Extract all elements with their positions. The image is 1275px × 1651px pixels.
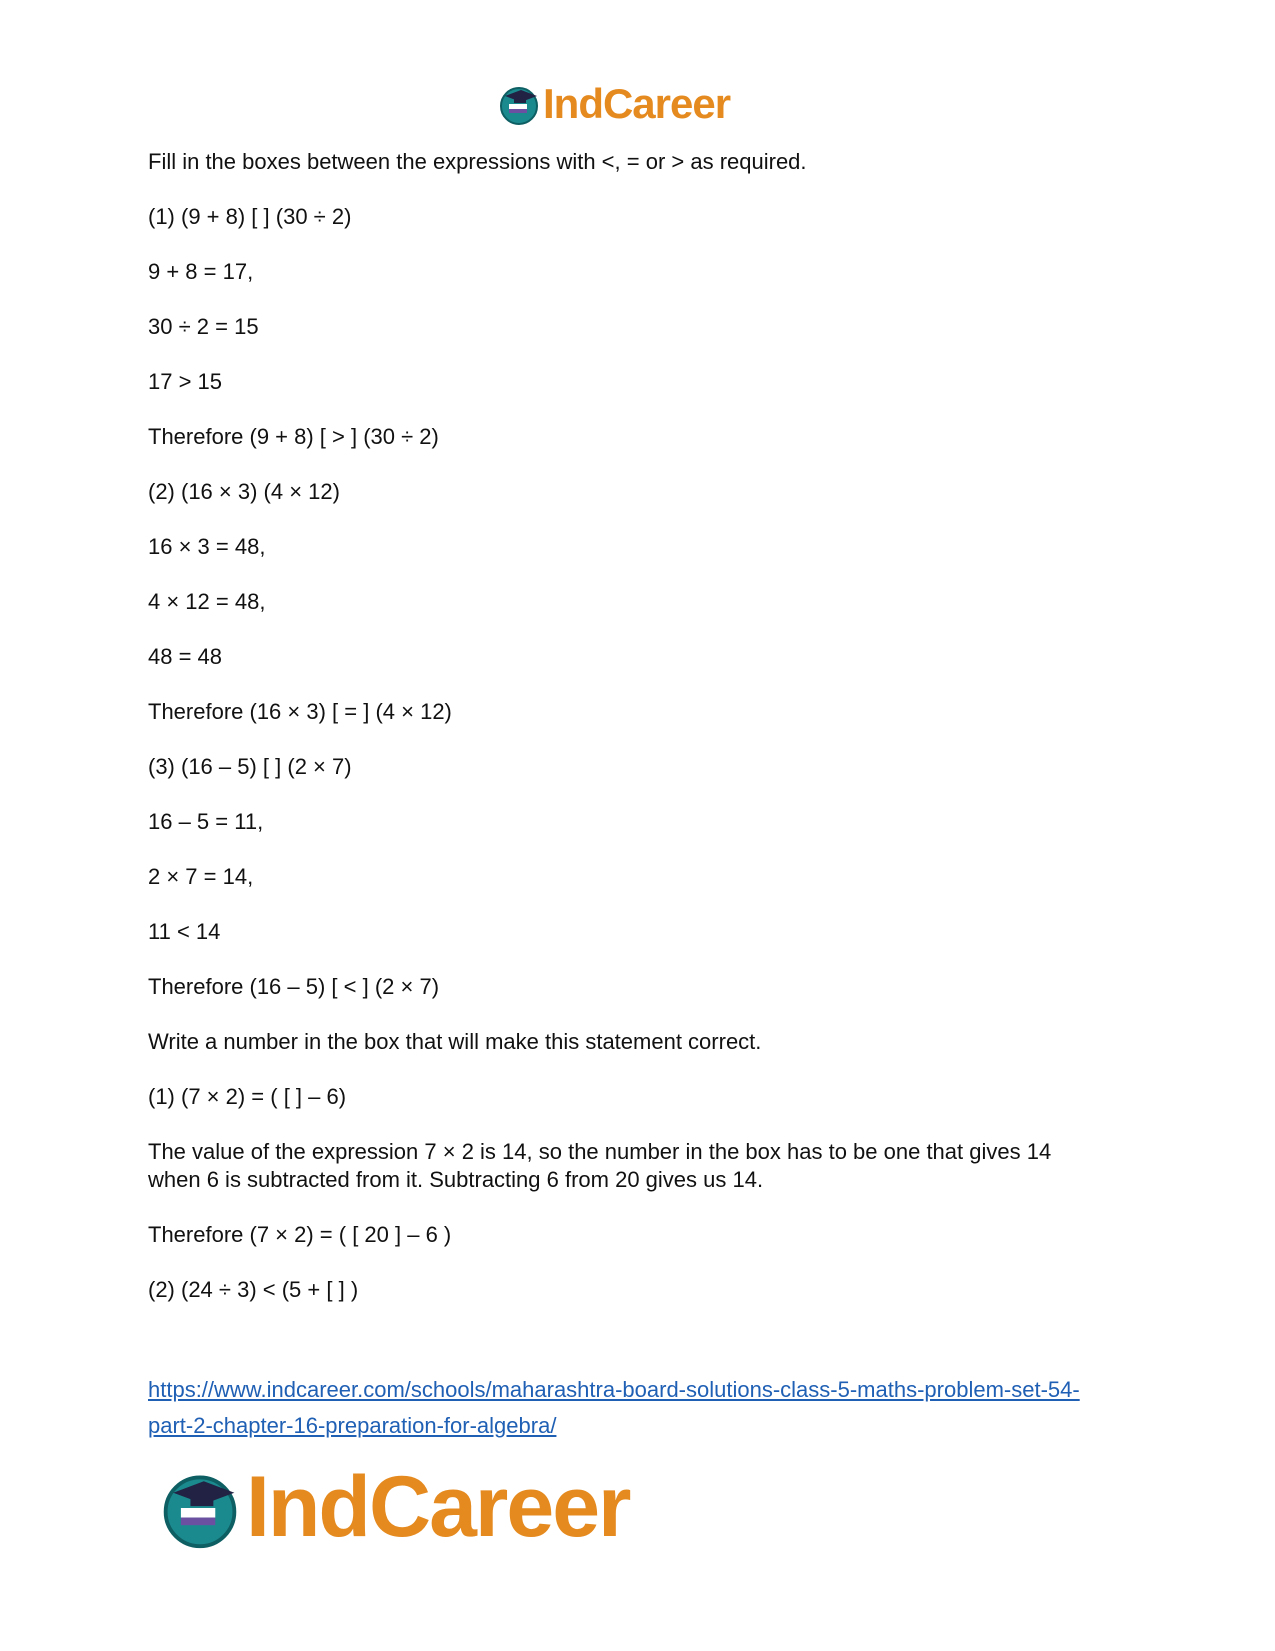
step-line: 30 ÷ 2 = 15 (148, 314, 259, 339)
source-link-line-1[interactable]: https://www.indcareer.com/schools/maharashtra-board-solutions-class-5-maths-problem-set-54- (148, 1377, 1080, 1402)
question-2-1: (1) (7 × 2) = ( [ ] – 6) (148, 1084, 347, 1109)
footer-logo (158, 1458, 630, 1557)
document-body (148, 148, 1108, 1331)
answer-line: Therefore (9 + 8) [ > ] (30 ÷ 2) (148, 424, 439, 449)
step-line: 16 × 3 = 48, (148, 534, 266, 559)
source-link[interactable] (148, 1377, 1080, 1438)
step-line: 17 > 15 (148, 369, 223, 394)
step-line: 4 × 12 = 48, (148, 589, 266, 614)
step-line: 11 < 14 (148, 919, 221, 944)
explanation-paragraph: The value of the expression 7 × 2 is 14, so the number in the box has to be one that gives 14 when 6 is subtracted from it. Subtracting 6 from 20 gives us 14. (148, 1139, 1058, 1192)
question-2-2: (2) (24 ÷ 3) < (5 + [ ] ) (148, 1277, 359, 1302)
step-line: 16 – 5 = 11, (148, 809, 264, 834)
answer-line: Therefore (16 × 3) [ = ] (4 × 12) (148, 699, 452, 724)
header-logo (497, 80, 730, 128)
step-line: 9 + 8 = 17, (148, 259, 254, 284)
instruction-heading: Fill in the boxes between the expressions with <, = or > as required. (148, 149, 807, 174)
step-line: 2 × 7 = 14, (148, 864, 254, 889)
question-1-2: (2) (16 × 3) (4 × 12) (148, 479, 340, 504)
source-link-block (148, 1372, 1148, 1444)
question-1-3: (3) (16 – 5) [ ] (2 × 7) (148, 754, 352, 779)
instruction-heading: Write a number in the box that will make this statement correct. (148, 1029, 762, 1054)
question-1-1: (1) (9 + 8) [ ] (30 ÷ 2) (148, 204, 352, 229)
source-link-line-2[interactable]: part-2-chapter-16-preparation-for-algebra/ (148, 1413, 557, 1438)
logo-text: IndCareer (543, 80, 731, 127)
step-line: 48 = 48 (148, 644, 223, 669)
logo-text: IndCareer (246, 1459, 630, 1555)
answer-line: Therefore (16 – 5) [ < ] (2 × 7) (148, 974, 440, 999)
logo-globe-icon (158, 1466, 242, 1550)
answer-line: Therefore (7 × 2) = ( [ 20 ] – 6 ) (148, 1222, 452, 1247)
logo-globe-icon (497, 82, 541, 126)
